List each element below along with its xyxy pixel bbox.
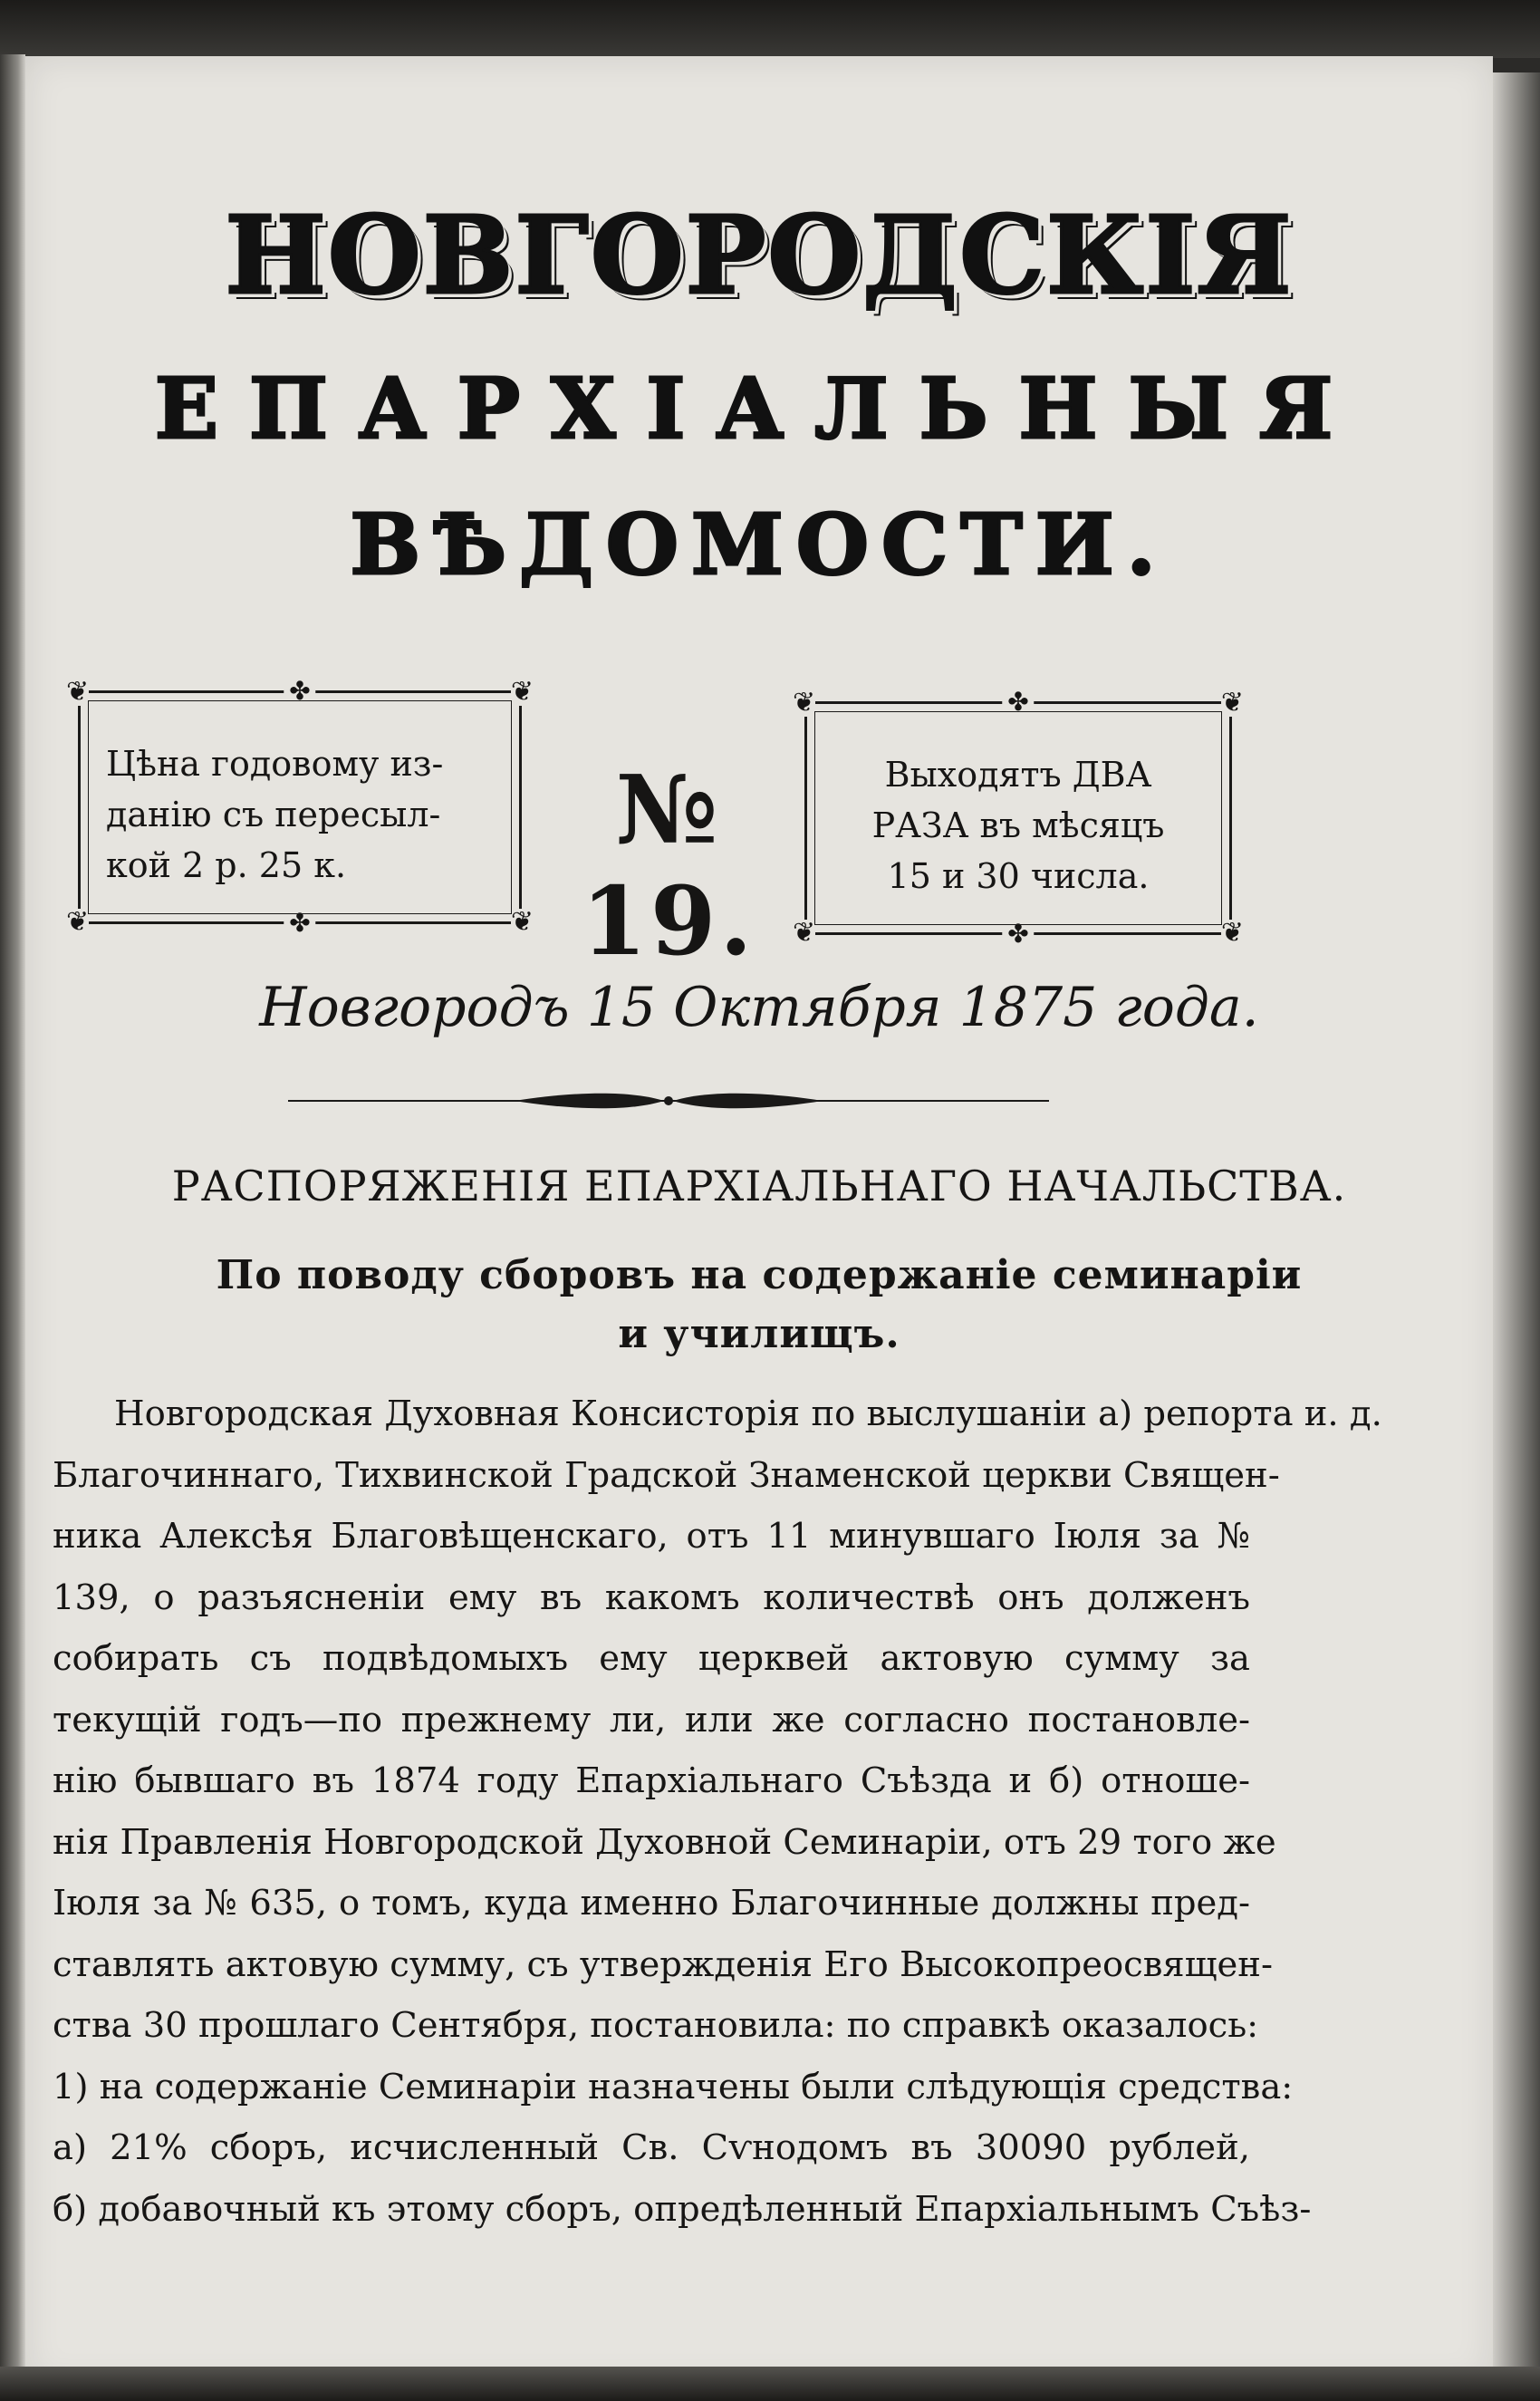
corner-ornament-icon: ❦ xyxy=(66,906,90,938)
corner-ornament-icon: ❦ xyxy=(66,676,90,708)
scan-right-edge xyxy=(1493,72,1540,2401)
masthead-line-2: ЕПАРХІАЛЬНЫЯ xyxy=(154,360,1364,458)
body-line: Благочиннаго, Тихвинской Градской Знаменской церкви Священ- xyxy=(53,1454,1280,1496)
ornamental-divider xyxy=(288,1087,1049,1114)
body-line: нію бывшаго въ 1874 году Епархіальнаго Съѣзда и б) отноше- xyxy=(53,1760,1250,1801)
price-line: данію съ пересыл- xyxy=(106,795,441,834)
newspaper-page xyxy=(25,56,1493,2385)
body-line: ника Алексѣя Благовѣщенскаго, отъ 11 минувшаго Іюля за № xyxy=(53,1516,1250,1557)
section-heading: РАСПОРЯЖЕНІЯ ЕПАРХІАЛЬНАГО НАЧАЛЬСТВА. xyxy=(171,1162,1347,1210)
corner-ornament-icon: ❦ xyxy=(793,917,816,949)
masthead-line-3: ВѢДОМОСТИ. xyxy=(350,496,1169,593)
body-line: собирать съ подвѣдомыхъ ему церквей актовую сумму за xyxy=(53,1638,1250,1679)
corner-ornament-icon: ❦ xyxy=(793,687,816,718)
schedule-line: 15 и 30 числа. xyxy=(887,856,1150,896)
issue-number: № 19. xyxy=(581,754,756,977)
masthead-line-1: НОВГОРОДСКІЯ xyxy=(225,192,1294,318)
ornament-icon: ✤ xyxy=(1002,921,1034,947)
ornament-icon: ✤ xyxy=(284,679,315,704)
body-line: нія Правленія Новгородской Духовной Семинаріи, отъ 29 того же xyxy=(53,1821,1276,1863)
article-body xyxy=(53,1384,1382,2240)
corner-ornament-icon: ❦ xyxy=(1220,687,1244,718)
schedule-line: РАЗА въ мѣсяцъ xyxy=(871,805,1165,845)
body-line: а) 21% сборъ, исчисленный Св. Сѵнодомъ въ 30090 рублей, xyxy=(53,2127,1250,2168)
price-line: кой 2 р. 25 к. xyxy=(106,845,347,885)
price-text xyxy=(106,738,494,891)
body-line: 139, о разъясненіи ему въ какомъ количествѣ онъ долженъ xyxy=(53,1577,1250,1618)
dateline: Новгородъ 15 Октября 1875 года. xyxy=(259,976,1259,1039)
scan-left-edge xyxy=(0,54,25,2401)
ornament-icon: ✤ xyxy=(284,911,315,936)
corner-ornament-icon: ❦ xyxy=(510,676,534,708)
corner-ornament-icon: ❦ xyxy=(1220,917,1244,949)
scan-bottom-edge xyxy=(0,2367,1540,2401)
body-line: ства 30 прошлаго Сентября, постановила: по справкѣ оказалось: xyxy=(53,2005,1259,2046)
body-line: 1) на содержаніе Семинаріи назначены были слѣдующія средства: xyxy=(53,2066,1294,2107)
price-line: Цѣна годовому из- xyxy=(106,744,444,784)
corner-ornament-icon: ❦ xyxy=(510,906,534,938)
body-line: ставлять актовую сумму, съ утвержденія Его Высокопреосвящен- xyxy=(53,1943,1273,1985)
article-subheading: и училищъ. xyxy=(618,1311,900,1357)
body-line: б) добавочный къ этому сборъ, опредѣленный Епархіальнымъ Съѣз- xyxy=(53,2188,1312,2230)
scan-top-edge xyxy=(0,0,1540,58)
schedule-line: Выходятъ ДВА xyxy=(884,755,1152,795)
article-subheading: По поводу сборовъ на содержаніе семинаріи xyxy=(216,1252,1303,1298)
schedule-text xyxy=(833,749,1204,902)
schedule-box xyxy=(793,687,1244,949)
body-line: текущій годъ—по прежнему ли, или же согласно постановле- xyxy=(53,1699,1250,1740)
price-box xyxy=(66,676,534,938)
ornament-icon: ✤ xyxy=(1002,689,1034,715)
body-line: Новгородская Духовная Консисторія по выслушаніи а) репорта и. д. xyxy=(114,1393,1382,1434)
body-line: Іюля за № 635, о томъ, куда именно Благочинные должны пред- xyxy=(53,1883,1250,1924)
